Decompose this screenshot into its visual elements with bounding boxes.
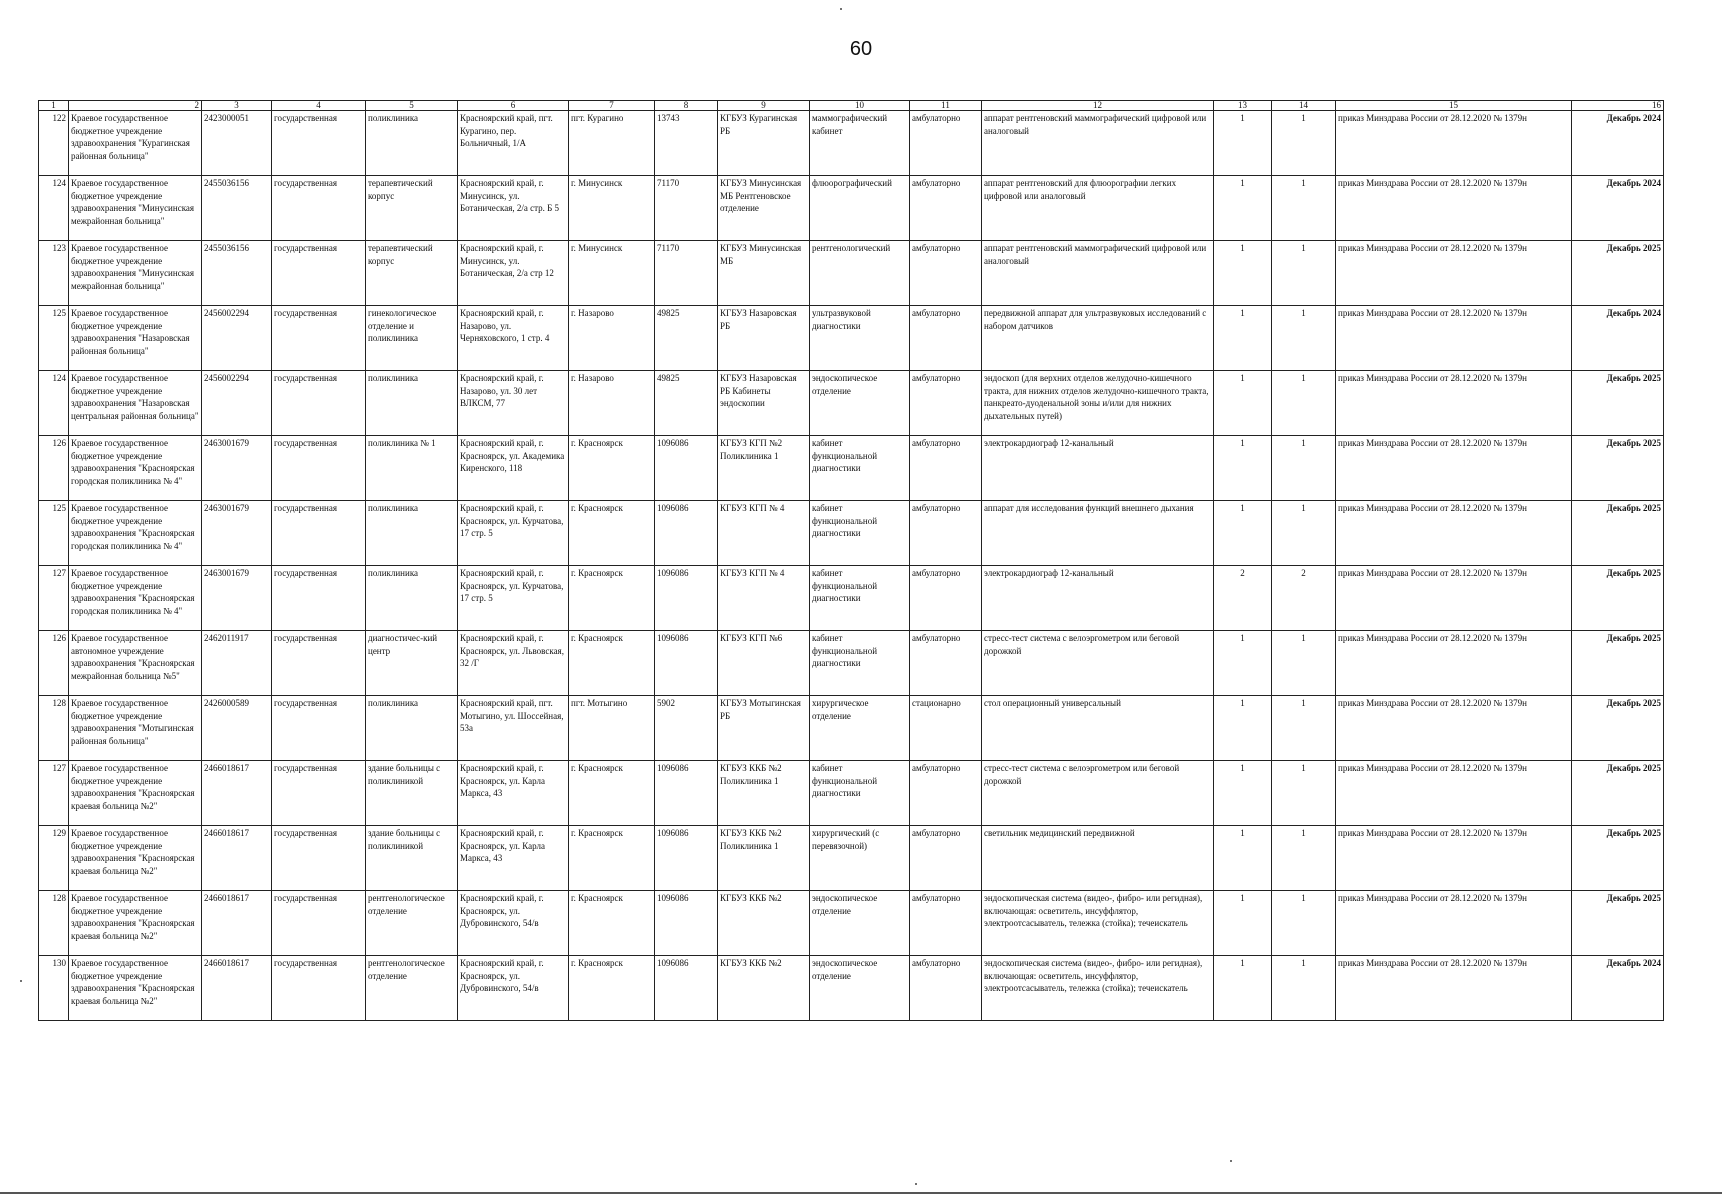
population-cell: 1096086 [655,891,718,956]
row-number-cell: 127 [39,761,69,826]
organization-cell: Краевое государственное бюджетное учреждение здравоохранения "Назаровская районная больница" [69,306,202,371]
inn-cell: 2463001679 [202,501,272,566]
care-condition-cell: амбулаторно [910,956,982,1021]
equipment-cell: стресс-тест система с велоэргометром или беговой дорожкой [982,761,1214,826]
quantity-cell: 1 [1272,241,1336,306]
row-number-cell: 123 [39,241,69,306]
table-row [39,891,1664,956]
deadline-cell: Декабрь 2024 [1572,111,1664,176]
row-number-cell: 130 [39,956,69,1021]
address-cell: Красноярский край, г. Красноярск, ул. Курчатова, 17 стр. 5 [458,566,569,631]
building-cell: здание больницы с поликлиникой [366,826,458,891]
address-cell: Красноярский край, г. Красноярск, ул. Академика Киренского, 118 [458,436,569,501]
population-cell: 49825 [655,371,718,436]
column-number: 3 [202,101,272,111]
row-number-cell: 128 [39,696,69,761]
quantity-cell: 2 [1214,566,1272,631]
table-row [39,956,1664,1021]
address-cell: Красноярский край, пгт. Мотыгино, ул. Шоссейная, 53а [458,696,569,761]
quantity-cell: 1 [1272,696,1336,761]
quantity-cell: 1 [1214,761,1272,826]
quantity-cell: 1 [1214,176,1272,241]
quantity-cell: 1 [1214,891,1272,956]
deadline-cell: Декабрь 2024 [1572,306,1664,371]
unit-cell: хирургическое отделение [810,696,910,761]
table-body [39,101,1664,1021]
ownership-cell: государственная [272,826,366,891]
locality-cell: пгт. Курагино [569,111,655,176]
population-cell: 1096086 [655,826,718,891]
ownership-cell: государственная [272,176,366,241]
building-cell: здание больницы с поликлиникой [366,761,458,826]
column-number: 14 [1272,101,1336,111]
unit-cell: кабинет функциональной диагностики [810,566,910,631]
quantity-cell: 1 [1272,826,1336,891]
organization-cell: Краевое государственное бюджетное учреждение здравоохранения "Красноярская краевая больница №2" [69,826,202,891]
population-cell: 49825 [655,306,718,371]
equipment-cell: светильник медицинский передвижной [982,826,1214,891]
table-row [39,501,1664,566]
address-cell: Красноярский край, г. Красноярск, ул. Дубровинского, 54/в [458,891,569,956]
quantity-cell: 1 [1272,891,1336,956]
row-number-cell: 125 [39,501,69,566]
building-cell: терапевтический корпус [366,176,458,241]
equipment-table [38,100,1664,1021]
branch-cell: КГБУЗ Мотыгинская РБ [718,696,810,761]
building-cell: поликлиника № 1 [366,436,458,501]
table-row [39,436,1664,501]
branch-cell: КГБУЗ Курагинская РБ [718,111,810,176]
unit-cell: эндоскопическое отделение [810,371,910,436]
ownership-cell: государственная [272,371,366,436]
row-number-cell: 126 [39,436,69,501]
building-cell: рентгенологическое отделение [366,891,458,956]
quantity-cell: 2 [1272,566,1336,631]
ownership-cell: государственная [272,956,366,1021]
legal-basis-cell: приказ Минздрава России от 28.12.2020 № 1379н [1336,306,1572,371]
locality-cell: г. Красноярск [569,956,655,1021]
quantity-cell: 1 [1272,306,1336,371]
column-number: 7 [569,101,655,111]
column-number: 11 [910,101,982,111]
inn-cell: 2462011917 [202,631,272,696]
building-cell: поликлиника [366,371,458,436]
row-number-cell: 124 [39,176,69,241]
ownership-cell: государственная [272,111,366,176]
table-row [39,306,1664,371]
unit-cell: эндоскопическое отделение [810,891,910,956]
quantity-cell: 1 [1272,436,1336,501]
branch-cell: КГБУЗ КГП №2 Поликлиника 1 [718,436,810,501]
ownership-cell: государственная [272,631,366,696]
ownership-cell: государственная [272,436,366,501]
column-number: 12 [982,101,1214,111]
population-cell: 71170 [655,241,718,306]
column-number: 13 [1214,101,1272,111]
locality-cell: г. Минусинск [569,176,655,241]
population-cell: 1096086 [655,956,718,1021]
inn-cell: 2463001679 [202,566,272,631]
legal-basis-cell: приказ Минздрава России от 28.12.2020 № 1379н [1336,956,1572,1021]
row-number-cell: 129 [39,826,69,891]
quantity-cell: 1 [1214,306,1272,371]
address-cell: Красноярский край, г. Красноярск, ул. Львовская, 32 /Г [458,631,569,696]
address-cell: Красноярский край, г. Назарово, ул. 30 лет ВЛКСМ, 77 [458,371,569,436]
organization-cell: Краевое государственное бюджетное учреждение здравоохранения "Красноярская краевая больница №2" [69,761,202,826]
address-cell: Красноярский край, г. Минусинск, ул. Ботаническая, 2/а стр. Б 5 [458,176,569,241]
column-number: 4 [272,101,366,111]
table-row [39,826,1664,891]
equipment-cell: стол операционный универсальный [982,696,1214,761]
building-cell: диагностичес-кий центр [366,631,458,696]
inn-cell: 2423000051 [202,111,272,176]
unit-cell: рентгенологический [810,241,910,306]
inn-cell: 2426000589 [202,696,272,761]
equipment-cell: аппарат рентгеновский маммографический цифровой или аналоговый [982,111,1214,176]
legal-basis-cell: приказ Минздрава России от 28.12.2020 № 1379н [1336,631,1572,696]
locality-cell: г. Красноярск [569,501,655,566]
deadline-cell: Декабрь 2025 [1572,566,1664,631]
ownership-cell: государственная [272,891,366,956]
equipment-cell: эндоскопическая система (видео-, фибро- или регидная), включающая: осветитель, инсуффлятор, электроотсасыватель, тележка (стойка); течеискатель [982,891,1214,956]
inn-cell: 2463001679 [202,436,272,501]
legal-basis-cell: приказ Минздрава России от 28.12.2020 № 1379н [1336,761,1572,826]
deadline-cell: Декабрь 2025 [1572,761,1664,826]
locality-cell: г. Красноярск [569,436,655,501]
equipment-cell: аппарат рентгеновский для флюорографии легких цифровой или аналоговый [982,176,1214,241]
organization-cell: Краевое государственное бюджетное учреждение здравоохранения "Мотыгинская районная больница" [69,696,202,761]
deadline-cell: Декабрь 2025 [1572,436,1664,501]
column-number-row [39,101,1664,111]
quantity-cell: 1 [1272,761,1336,826]
locality-cell: г. Назарово [569,371,655,436]
deadline-cell: Декабрь 2025 [1572,696,1664,761]
deadline-cell: Декабрь 2025 [1572,826,1664,891]
quantity-cell: 1 [1214,631,1272,696]
population-cell: 1096086 [655,631,718,696]
branch-cell: КГБУЗ КГП № 4 [718,501,810,566]
table-row [39,696,1664,761]
care-condition-cell: амбулаторно [910,566,982,631]
legal-basis-cell: приказ Минздрава России от 28.12.2020 № 1379н [1336,826,1572,891]
inn-cell: 2466018617 [202,761,272,826]
legal-basis-cell: приказ Минздрава России от 28.12.2020 № 1379н [1336,436,1572,501]
quantity-cell: 1 [1214,501,1272,566]
address-cell: Красноярский край, г. Красноярск, ул. Карла Маркса, 43 [458,761,569,826]
quantity-cell: 1 [1214,111,1272,176]
organization-cell: Краевое государственное бюджетное учреждение здравоохранения "Минусинская межрайонная больница" [69,241,202,306]
branch-cell: КГБУЗ ККБ №2 [718,891,810,956]
quantity-cell: 1 [1272,371,1336,436]
building-cell: поликлиника [366,696,458,761]
table-row [39,631,1664,696]
legal-basis-cell: приказ Минздрава России от 28.12.2020 № 1379н [1336,111,1572,176]
quantity-cell: 1 [1272,501,1336,566]
deadline-cell: Декабрь 2025 [1572,371,1664,436]
ownership-cell: государственная [272,566,366,631]
unit-cell: ультразвуковой диагностики [810,306,910,371]
population-cell: 13743 [655,111,718,176]
equipment-cell: аппарат для исследования функций внешнего дыхания [982,501,1214,566]
ownership-cell: государственная [272,761,366,826]
quantity-cell: 1 [1272,176,1336,241]
legal-basis-cell: приказ Минздрава России от 28.12.2020 № 1379н [1336,371,1572,436]
organization-cell: Краевое государственное бюджетное учреждение здравоохранения "Красноярская краевая больница №2" [69,956,202,1021]
building-cell: поликлиника [366,111,458,176]
table-row [39,566,1664,631]
deadline-cell: Декабрь 2025 [1572,241,1664,306]
column-number: 6 [458,101,569,111]
legal-basis-cell: приказ Минздрава России от 28.12.2020 № 1379н [1336,891,1572,956]
equipment-cell: эндоскопическая система (видео-, фибро- или регидная), включающая: осветитель, инсуффлятор, электроотсасыватель, тележка (стойка); течеискатель [982,956,1214,1021]
row-number-cell: 125 [39,306,69,371]
scan-speck [840,8,842,10]
care-condition-cell: амбулаторно [910,306,982,371]
equipment-cell: электрокардиограф 12-канальный [982,566,1214,631]
scan-speck [915,1183,917,1185]
organization-cell: Краевое государственное автономное учреждение здравоохранения "Красноярская межрайонная больница №5" [69,631,202,696]
inn-cell: 2455036156 [202,176,272,241]
care-condition-cell: амбулаторно [910,631,982,696]
inn-cell: 2466018617 [202,956,272,1021]
branch-cell: КГБУЗ Назаровская РБ Кабинеты эндоскопии [718,371,810,436]
building-cell: терапевтический корпус [366,241,458,306]
unit-cell: кабинет функциональной диагностики [810,501,910,566]
locality-cell: г. Красноярск [569,631,655,696]
locality-cell: г. Красноярск [569,891,655,956]
quantity-cell: 1 [1272,631,1336,696]
equipment-table-sheet [38,100,1663,1021]
address-cell: Красноярский край, г. Красноярск, ул. Карла Маркса, 43 [458,826,569,891]
quantity-cell: 1 [1214,371,1272,436]
legal-basis-cell: приказ Минздрава России от 28.12.2020 № 1379н [1336,241,1572,306]
column-number: 15 [1336,101,1572,111]
building-cell: гинекологическое отделение и поликлиника [366,306,458,371]
unit-cell: кабинет функциональной диагностики [810,631,910,696]
table-row [39,176,1664,241]
address-cell: Красноярский край, г. Красноярск, ул. Дубровинского, 54/в [458,956,569,1021]
deadline-cell: Декабрь 2025 [1572,501,1664,566]
ownership-cell: государственная [272,501,366,566]
legal-basis-cell: приказ Минздрава России от 28.12.2020 № 1379н [1336,566,1572,631]
unit-cell: флюорографический [810,176,910,241]
unit-cell: кабинет функциональной диагностики [810,436,910,501]
table-row [39,371,1664,436]
equipment-cell: стресс-тест система с велоэргометром или беговой дорожкой [982,631,1214,696]
care-condition-cell: амбулаторно [910,436,982,501]
inn-cell: 2456002294 [202,371,272,436]
inn-cell: 2455036156 [202,241,272,306]
unit-cell: хирургический (с перевязочной) [810,826,910,891]
equipment-cell: электрокардиограф 12-канальный [982,436,1214,501]
care-condition-cell: амбулаторно [910,761,982,826]
branch-cell: КГБУЗ КГП №6 [718,631,810,696]
building-cell: поликлиника [366,501,458,566]
page-number: 60 [849,38,873,60]
locality-cell: пгт. Мотыгино [569,696,655,761]
quantity-cell: 1 [1214,956,1272,1021]
inn-cell: 2466018617 [202,891,272,956]
unit-cell: эндоскопическое отделение [810,956,910,1021]
locality-cell: г. Красноярск [569,826,655,891]
building-cell: поликлиника [366,566,458,631]
legal-basis-cell: приказ Минздрава России от 28.12.2020 № 1379н [1336,696,1572,761]
scan-speck [20,980,22,982]
column-number: 2 [69,101,202,111]
table-row [39,761,1664,826]
building-cell: рентгенологическое отделение [366,956,458,1021]
unit-cell: кабинет функциональной диагностики [810,761,910,826]
organization-cell: Краевое государственное бюджетное учреждение здравоохранения "Назаровская центральная районная больница" [69,371,202,436]
organization-cell: Краевое государственное бюджетное учреждение здравоохранения "Красноярская городская поликлиника № 4" [69,501,202,566]
care-condition-cell: амбулаторно [910,891,982,956]
population-cell: 71170 [655,176,718,241]
branch-cell: КГБУЗ Минусинская МБ Рентгеновское отделение [718,176,810,241]
care-condition-cell: стационарно [910,696,982,761]
deadline-cell: Декабрь 2024 [1572,956,1664,1021]
address-cell: Красноярский край, г. Красноярск, ул. Курчатова, 17 стр. 5 [458,501,569,566]
organization-cell: Краевое государственное бюджетное учреждение здравоохранения "Минусинская межрайонная больница" [69,176,202,241]
locality-cell: г. Красноярск [569,566,655,631]
inn-cell: 2456002294 [202,306,272,371]
care-condition-cell: амбулаторно [910,371,982,436]
equipment-cell: эндоскоп (для верхних отделов желудочно-кишечного тракта, для нижних отделов желудочно-кишечного тракта, панкреато-дуоденальной зоны и/или для нижних дыхательных путей) [982,371,1214,436]
care-condition-cell: амбулаторно [910,111,982,176]
row-number-cell: 128 [39,891,69,956]
population-cell: 1096086 [655,501,718,566]
address-cell: Красноярский край, г. Назарово, ул. Черняховского, 1 стр. 4 [458,306,569,371]
branch-cell: КГБУЗ ККБ №2 Поликлиника 1 [718,761,810,826]
population-cell: 1096086 [655,761,718,826]
inn-cell: 2466018617 [202,826,272,891]
quantity-cell: 1 [1214,826,1272,891]
legal-basis-cell: приказ Минздрава России от 28.12.2020 № 1379н [1336,501,1572,566]
table-row [39,111,1664,176]
quantity-cell: 1 [1214,436,1272,501]
row-number-cell: 122 [39,111,69,176]
population-cell: 1096086 [655,436,718,501]
legal-basis-cell: приказ Минздрава России от 28.12.2020 № 1379н [1336,176,1572,241]
branch-cell: КГБУЗ ККБ №2 [718,956,810,1021]
address-cell: Красноярский край, г. Минусинск, ул. Ботаническая, 2/а стр 12 [458,241,569,306]
care-condition-cell: амбулаторно [910,826,982,891]
care-condition-cell: амбулаторно [910,176,982,241]
column-number: 5 [366,101,458,111]
branch-cell: КГБУЗ Минусинская МБ [718,241,810,306]
ownership-cell: государственная [272,306,366,371]
column-number: 8 [655,101,718,111]
column-number: 10 [810,101,910,111]
row-number-cell: 127 [39,566,69,631]
population-cell: 5902 [655,696,718,761]
organization-cell: Краевое государственное бюджетное учреждение здравоохранения "Красноярская городская поликлиника № 4" [69,566,202,631]
care-condition-cell: амбулаторно [910,241,982,306]
ownership-cell: государственная [272,241,366,306]
quantity-cell: 1 [1214,696,1272,761]
organization-cell: Краевое государственное бюджетное учреждение здравоохранения "Красноярская краевая больница №2" [69,891,202,956]
population-cell: 1096086 [655,566,718,631]
branch-cell: КГБУЗ КГП № 4 [718,566,810,631]
scan-edge-line [0,1192,1722,1194]
table-row [39,241,1664,306]
branch-cell: КГБУЗ ККБ №2 Поликлиника 1 [718,826,810,891]
locality-cell: г. Назарово [569,306,655,371]
locality-cell: г. Красноярск [569,761,655,826]
address-cell: Красноярский край, пгт. Курагино, пер. Больничный, 1/А [458,111,569,176]
branch-cell: КГБУЗ Назаровская РБ [718,306,810,371]
row-number-cell: 126 [39,631,69,696]
quantity-cell: 1 [1272,956,1336,1021]
column-number: 1 [39,101,69,111]
locality-cell: г. Минусинск [569,241,655,306]
quantity-cell: 1 [1214,241,1272,306]
equipment-cell: передвижной аппарат для ультразвуковых исследований с набором датчиков [982,306,1214,371]
equipment-cell: аппарат рентгеновский маммографический цифровой или аналоговый [982,241,1214,306]
deadline-cell: Декабрь 2025 [1572,631,1664,696]
organization-cell: Краевое государственное бюджетное учреждение здравоохранения "Курагинская районная больница" [69,111,202,176]
scan-speck [1230,1160,1232,1162]
deadline-cell: Декабрь 2024 [1572,176,1664,241]
quantity-cell: 1 [1272,111,1336,176]
column-number: 9 [718,101,810,111]
care-condition-cell: амбулаторно [910,501,982,566]
column-number: 16 [1572,101,1664,111]
row-number-cell: 124 [39,371,69,436]
unit-cell: маммографический кабинет [810,111,910,176]
organization-cell: Краевое государственное бюджетное учреждение здравоохранения "Красноярская городская поликлиника № 4" [69,436,202,501]
ownership-cell: государственная [272,696,366,761]
deadline-cell: Декабрь 2025 [1572,891,1664,956]
